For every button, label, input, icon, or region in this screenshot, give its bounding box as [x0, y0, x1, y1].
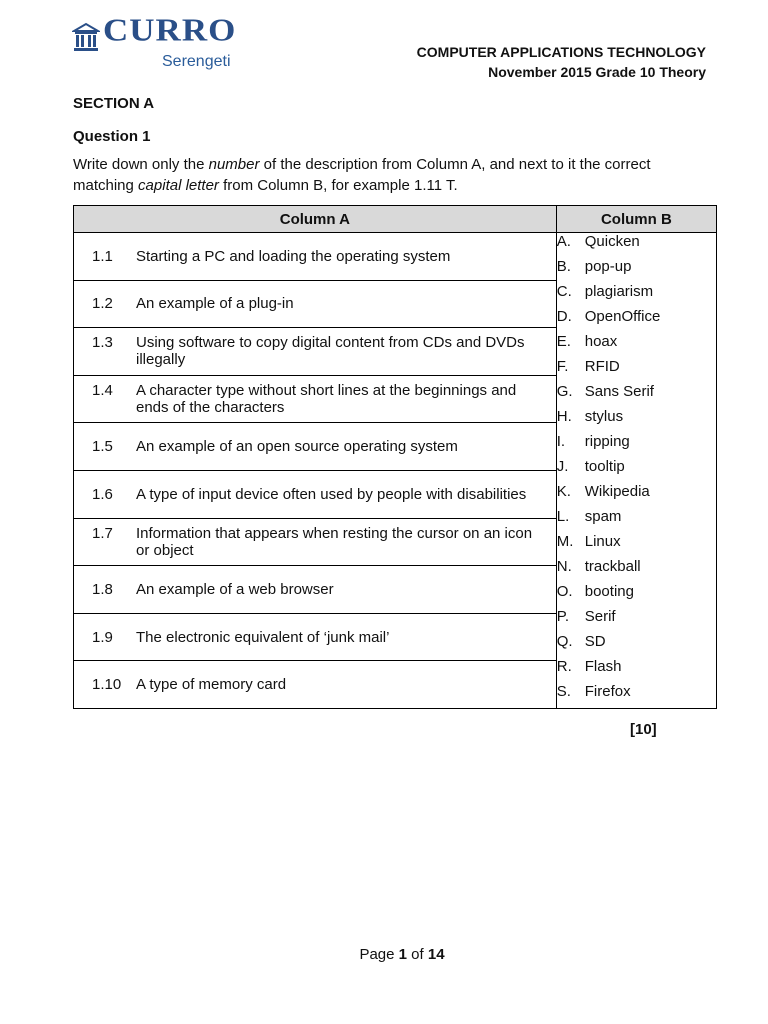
- option-item: [557, 683, 716, 708]
- item-description: Information that appears when resting the cursor on an icon or object: [136, 524, 533, 559]
- option-letter: G.: [556, 383, 573, 400]
- item-description: An example of a web browser: [136, 580, 334, 598]
- column-a-header: Column A: [74, 206, 557, 233]
- item-number: 1.2: [92, 295, 113, 313]
- column-a-cell: [74, 423, 557, 471]
- option-text: Flash: [584, 658, 622, 675]
- item-description: A type of memory card: [136, 676, 287, 694]
- option-letter: Q.: [556, 633, 573, 650]
- option-item: [557, 233, 716, 258]
- option-letter: R.: [556, 658, 572, 675]
- instruction-text: of the description from Column A, and next to it the correct matching: [73, 156, 651, 194]
- item-number: 1.9: [92, 628, 113, 646]
- option-letter: O.: [556, 583, 573, 600]
- column-a-cell: [74, 566, 557, 614]
- column-b-cell: [556, 233, 716, 709]
- column-a-cell: [74, 280, 557, 328]
- exam-header: [417, 42, 706, 82]
- option-text: trackball: [584, 558, 641, 575]
- exam-title: November 2015 Grade 10 Theory: [488, 64, 706, 80]
- column-a-cell: [74, 328, 557, 376]
- option-text: spam: [584, 508, 622, 525]
- page-footer: [0, 946, 768, 963]
- option-item: [557, 633, 716, 658]
- option-letter: P.: [556, 608, 569, 625]
- page-number: 1: [398, 946, 407, 963]
- column-a-cell: [74, 661, 557, 709]
- option-text: pop-up: [584, 258, 632, 275]
- option-item: [557, 258, 716, 283]
- option-letter: I.: [556, 433, 566, 450]
- option-item: [557, 483, 716, 508]
- option-text: Serif: [584, 608, 616, 625]
- item-description: A type of input device often used by people with disabilities: [136, 485, 527, 503]
- page-of-label: of: [407, 946, 428, 963]
- option-item: [557, 658, 716, 683]
- column-a-cell: [74, 613, 557, 661]
- option-letter: D.: [556, 308, 572, 325]
- subject-title: COMPUTER APPLICATIONS TECHNOLOGY: [416, 44, 706, 60]
- column-a-cell: [74, 233, 557, 281]
- item-description: An example of an open source operating system: [136, 438, 458, 456]
- item-description: Using software to copy digital content from CDs and DVDs illegally: [136, 334, 525, 369]
- option-text: plagiarism: [584, 283, 654, 300]
- column-a-cell: [74, 518, 557, 566]
- option-letter: A.: [556, 233, 571, 250]
- option-text: stylus: [584, 408, 624, 425]
- option-item: [557, 358, 716, 383]
- item-description: An example of a plug-in: [136, 295, 294, 313]
- option-item: [557, 533, 716, 558]
- option-item: [557, 408, 716, 433]
- table-row: [74, 233, 717, 281]
- item-number: 1.6: [92, 485, 113, 503]
- column-a-cell: [74, 375, 557, 423]
- item-description: A character type without short lines at the beginnings and ends of the characters: [136, 382, 517, 417]
- logo-campus: Serengeti: [162, 53, 231, 70]
- option-text: Sans Serif: [584, 383, 654, 400]
- option-text: hoax: [584, 333, 618, 350]
- column-b-header: Column B: [556, 206, 716, 233]
- option-text: Quicken: [584, 233, 640, 250]
- item-description: Starting a PC and loading the operating system: [136, 247, 451, 265]
- option-text: tooltip: [584, 458, 625, 475]
- item-number: 1.5: [92, 438, 113, 456]
- question-title: Question 1: [73, 128, 151, 145]
- item-number: 1.3: [92, 334, 113, 352]
- option-item: [557, 508, 716, 533]
- instruction-text: from Column B, for example 1.11 T.: [218, 177, 458, 194]
- option-letter: N.: [556, 558, 572, 575]
- option-item: [557, 433, 716, 458]
- column-a-cell: [74, 470, 557, 518]
- option-letter: F.: [556, 358, 569, 375]
- table-header-row: [74, 206, 717, 233]
- option-text: Firefox: [584, 683, 631, 700]
- item-number: 1.4: [92, 382, 113, 400]
- logo-wordmark: CURRO: [103, 12, 237, 49]
- instruction-emphasis-capital: capital letter: [138, 177, 219, 194]
- option-item: [557, 608, 716, 633]
- instruction-text: Write down only the: [73, 156, 209, 173]
- option-letter: E.: [556, 333, 571, 350]
- option-text: booting: [584, 583, 634, 600]
- item-description: The electronic equivalent of ‘junk mail’: [136, 628, 390, 646]
- option-letter: M.: [556, 533, 574, 550]
- option-text: ripping: [584, 433, 630, 450]
- option-letter: K.: [556, 483, 571, 500]
- school-building-icon: [72, 22, 100, 52]
- option-item: [557, 458, 716, 483]
- option-text: Linux: [584, 533, 621, 550]
- option-item: [557, 308, 716, 333]
- option-item: [557, 383, 716, 408]
- instruction-emphasis-number: number: [208, 156, 260, 173]
- option-letter: C.: [556, 283, 572, 300]
- curro-logo: [72, 12, 242, 76]
- item-number: 1.8: [92, 580, 113, 598]
- option-text: RFID: [584, 358, 620, 375]
- option-letter: J.: [556, 458, 569, 475]
- option-item: [557, 558, 716, 583]
- item-number: 1.10: [92, 676, 122, 694]
- option-item: [557, 333, 716, 358]
- option-letter: S.: [556, 683, 571, 700]
- option-letter: H.: [556, 408, 572, 425]
- option-text: SD: [584, 633, 606, 650]
- item-number: 1.7: [92, 524, 113, 542]
- item-number: 1.1: [92, 247, 113, 265]
- page-total: 14: [427, 946, 445, 963]
- option-letter: B.: [556, 258, 571, 275]
- option-text: OpenOffice: [584, 308, 661, 325]
- question-instructions: [73, 154, 703, 196]
- page-label: Page: [359, 946, 399, 963]
- option-item: [557, 283, 716, 308]
- question-marks: [10]: [630, 721, 657, 738]
- option-item: [557, 583, 716, 608]
- matching-table: [73, 205, 717, 709]
- section-title: SECTION A: [73, 95, 155, 112]
- option-letter: L.: [556, 508, 570, 525]
- option-text: Wikipedia: [584, 483, 650, 500]
